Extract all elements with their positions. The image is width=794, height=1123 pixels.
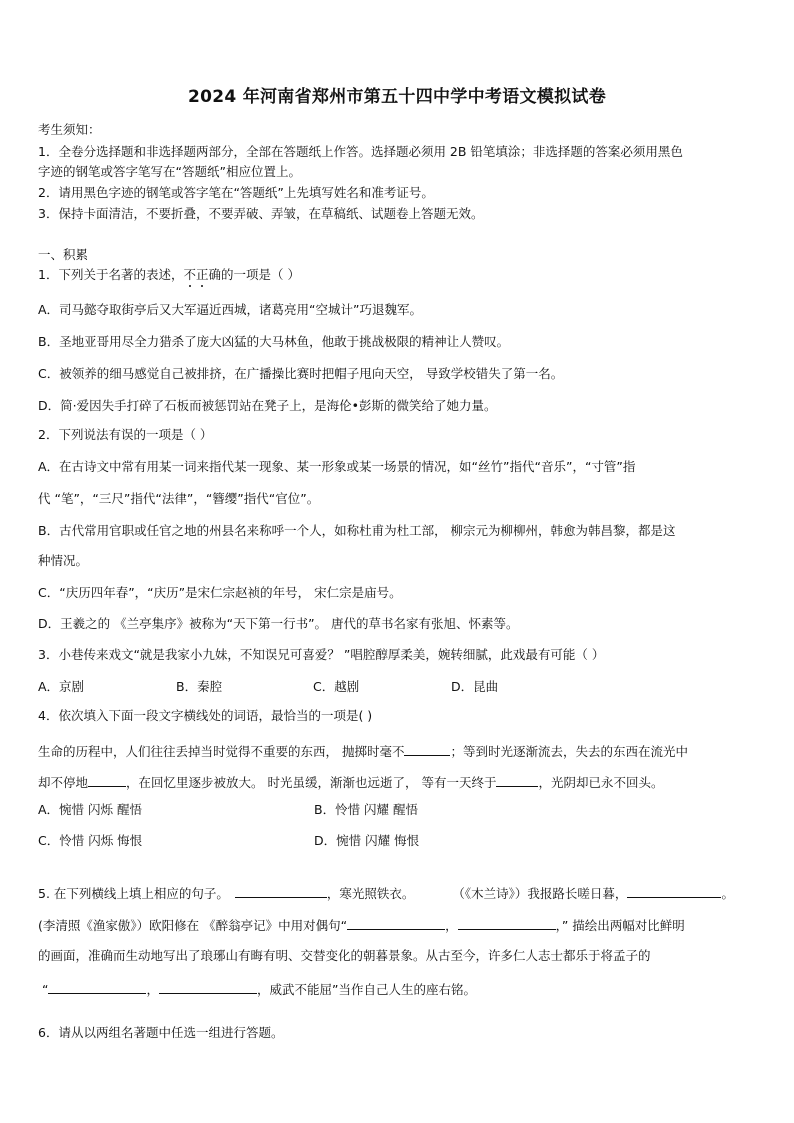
- question-3-option-d: D．昆曲: [451, 679, 499, 694]
- question-2-option-b-line-1: B．古代常用官职或任官之地的州县名来称呼一个人，如称杜甫为杜工部， 柳宗元为柳柳州，韩愈为韩昌黎，都是这: [38, 523, 676, 538]
- question-5-text: ，: [445, 918, 458, 933]
- fill-blank: [48, 980, 146, 994]
- question-1-stem-pre: 1．下列关于名著的表述，: [38, 267, 184, 282]
- question-5-line-1: [38, 884, 734, 902]
- passage-text: ；等到时光逐渐流去，失去的东西在流光中: [450, 744, 688, 759]
- question-2-option-b-line-2: 种情况。: [38, 553, 89, 568]
- question-5-text: 。: [721, 886, 734, 901]
- question-4-option-b: B．怜惜 闪耀 醒悟: [314, 802, 419, 817]
- notice-heading: 考生须知：: [38, 122, 101, 137]
- question-5-text: 5. 在下列横线上填上相应的句子。: [38, 886, 229, 901]
- question-5-text: ，: [146, 982, 159, 997]
- notice-line-1a: 1．全卷分选择题和非选择题两部分，全部在答题纸上作答。选择题必须用 2B 铅笔填涂；非选择题的答案必须用黑色: [38, 144, 683, 159]
- fill-blank: [458, 916, 556, 930]
- fill-blank: [404, 742, 450, 756]
- question-4-option-a: A．惋惜 闪烁 醒悟: [38, 802, 142, 817]
- question-6-stem: 6．请从以两组名著题中任选一组进行答题。: [38, 1025, 284, 1040]
- passage-text: 生命的历程中，人们往往丢掉当时觉得不重要的东西， 抛掷时毫不: [38, 744, 405, 759]
- question-2-stem: 2．下列说法有误的一项是（ ）: [38, 427, 213, 442]
- question-2-option-a-line-2: 代 “笔”，“三尺”指代“法律”，“簪缨”指代“官位”。: [38, 491, 320, 506]
- fill-blank: [627, 884, 721, 898]
- question-5-text: (李清照《渔家傲》）欧阳修在 《醉翁亭记》中用对偶句“: [38, 918, 348, 933]
- passage-text: ，在回忆里逐步被放大。 时光虽缓，渐渐也远逝了， 等有一天终于: [126, 775, 497, 790]
- question-5-text: （《木兰诗》）我报路长嗟日暮，: [452, 886, 628, 901]
- question-4-passage-line-1: [38, 742, 688, 760]
- fill-blank: [235, 884, 327, 898]
- question-1-option-b: B．圣地亚哥用尽全力猎杀了庞大凶猛的大马林鱼，他敢于挑战极限的精神让人赞叹。: [38, 334, 510, 349]
- fill-blank: [496, 773, 538, 787]
- page-title: 2024 年河南省郑州市第五十四中学中考语文模拟试卷: [187, 87, 607, 107]
- question-5-line-3: 的画面，准确而生动地写出了琅琊山有晦有明、交替变化的朝暮景象。从古至今，许多仁人志士都乐于将孟子的: [38, 948, 651, 963]
- fill-blank: [347, 916, 445, 930]
- question-1-option-d: D．简·爱因失手打碎了石板而被惩罚站在凳子上，是海伦•彭斯的微笑给了她力量。: [38, 398, 497, 413]
- question-5-text: ，” 描绘出两幅对比鲜明: [555, 918, 685, 933]
- question-2-option-d: D．王羲之的 《兰亭集序》被称为“天下第一行书”。 唐代的草书名家有张旭、怀素等。: [38, 616, 519, 631]
- question-1-option-c: C．被领养的细马感觉自己被排挤，在广播操比赛时把帽子甩向天空， 导致学校错失了第一名。: [38, 366, 564, 381]
- question-4-options-row-2: [38, 833, 419, 849]
- question-5-text: ，威武不能屈”当作自己人生的座右铭。: [257, 982, 476, 997]
- question-2-option-c: C．“庆历四年春”，“庆历”是宋仁宗赵祯的年号， 宋仁宗是庙号。: [38, 585, 402, 600]
- question-3-option-b: B．秦腔: [176, 679, 223, 694]
- question-4-options-row-1: [38, 802, 418, 818]
- passage-text: ，光阴却已永不回头。: [538, 775, 664, 790]
- emphasis-char-1: 不: [183, 267, 196, 282]
- question-5-text: “: [42, 982, 49, 997]
- question-4-option-c: C．怜惜 闪烁 悔恨: [38, 833, 143, 848]
- notice-line-3: 3．保持卡面清洁，不要折叠，不要弄破、弄皱，在草稿纸、试题卷上答题无效。: [38, 206, 484, 221]
- question-3-options: [38, 679, 498, 695]
- section-heading: 一、积累: [38, 247, 89, 262]
- question-3-stem: 3．小巷传来戏文“就是我家小九妹，不知误兄可喜爱？ ”唱腔醇厚柔美，婉转细腻，此戏最有可能（ ）: [38, 647, 605, 662]
- question-1-stem-post: 确的一项是（ ）: [208, 267, 300, 282]
- question-1-stem: [38, 267, 300, 283]
- question-4-stem: 4．依次填入下面一段文字横线处的词语，最恰当的一项是( ): [38, 708, 373, 723]
- emphasis-char-2: 正: [195, 267, 209, 282]
- passage-text: 却不停地: [38, 775, 89, 790]
- question-3-option-a: A．京剧: [38, 679, 85, 694]
- question-4-option-d: D．惋惜 闪耀 悔恨: [314, 833, 420, 848]
- question-5-text: ，寒光照铁衣。: [326, 886, 415, 901]
- question-5-line-2: [38, 916, 685, 934]
- notice-line-1b: 字迹的钢笔或答字笔写在“答题纸”相应位置上。: [38, 164, 301, 179]
- question-2-option-a-line-1: A．在古诗文中常有用某一词来指代某一现象、某一形象或某一场景的情况，如“丝竹”指代“音乐”，“寸管”指: [38, 459, 636, 474]
- question-5-line-4: [38, 980, 476, 998]
- notice-line-2: 2．请用黑色字迹的钢笔或答字笔在“答题纸”上先填写姓名和准考证号。: [38, 185, 434, 200]
- question-3-option-c: C．越剧: [313, 679, 360, 694]
- question-1-option-a: A．司马懿夺取街亭后又大军逼近西城，诸葛亮用“空城计”巧退魏军。: [38, 302, 423, 317]
- fill-blank: [88, 773, 126, 787]
- fill-blank: [159, 980, 257, 994]
- question-4-passage-line-2: [38, 773, 663, 791]
